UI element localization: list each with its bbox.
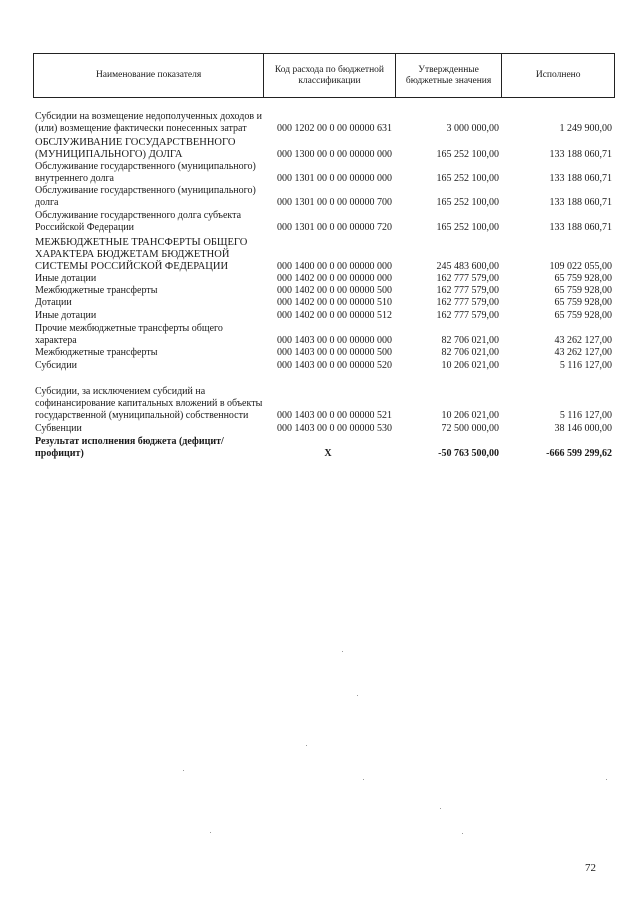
row-done: 65 759 928,00 <box>554 297 612 308</box>
row-plan: 165 252 100,00 <box>436 149 499 160</box>
scan-speck <box>342 651 343 652</box>
row-name: Дотации <box>35 297 72 308</box>
row-code: 000 1402 00 0 00 00000 512 <box>277 310 392 321</box>
table-row <box>33 359 615 372</box>
page-number: 72 <box>585 862 596 874</box>
table-row <box>33 135 615 161</box>
table-row <box>33 98 615 135</box>
row-code: 000 1403 00 0 00 00000 000 <box>277 335 392 346</box>
row-plan: 3 000 000,00 <box>446 123 499 134</box>
table-row <box>33 273 615 285</box>
row-name: Обслуживание государственного долга субъекта Российской Федерации <box>35 210 242 233</box>
row-plan: 10 206 021,00 <box>441 360 499 371</box>
row-plan: 82 706 021,00 <box>441 347 499 358</box>
row-code: 000 1301 00 0 00 00000 700 <box>277 197 392 208</box>
row-code: 000 1301 00 0 00 00000 720 <box>277 222 392 233</box>
row-done: 43 262 127,00 <box>554 335 612 346</box>
row-plan: 10 206 021,00 <box>441 410 499 421</box>
row-name: Межбюджетные трансферты <box>35 347 158 358</box>
scan-speck <box>306 745 307 746</box>
row-done: -666 599 299,62 <box>546 448 612 459</box>
row-done: 43 262 127,00 <box>554 347 612 358</box>
row-code: 000 1402 00 0 00 00000 500 <box>277 285 392 296</box>
row-code: 000 1403 00 0 00 00000 521 <box>277 410 392 421</box>
row-done: 1 249 900,00 <box>559 123 612 134</box>
scan-speck <box>440 808 441 809</box>
row-code: 000 1300 00 0 00 00000 000 <box>277 149 392 160</box>
header-name: Наименование показателя <box>34 54 264 97</box>
scan-speck <box>606 779 607 780</box>
row-plan: 165 252 100,00 <box>436 173 499 184</box>
table-row-result <box>33 435 615 460</box>
row-name: Иные дотации <box>35 310 97 321</box>
row-code: 000 1402 00 0 00 00000 510 <box>277 297 392 308</box>
header-done: Исполнено <box>535 70 581 80</box>
table-row <box>33 161 615 185</box>
row-plan: -50 763 500,00 <box>438 448 499 459</box>
row-done: 5 116 127,00 <box>559 360 612 371</box>
row-code: 000 1301 00 0 00 00000 000 <box>277 173 392 184</box>
row-name: Обслуживание государственного (муниципального) внутреннего долга <box>35 161 256 184</box>
header-plan: Утвержденные бюджетные значения <box>396 54 503 97</box>
row-done: 5 116 127,00 <box>559 410 612 421</box>
row-name: Прочие межбюджетные трансферты общего характера <box>35 323 223 346</box>
table-row <box>33 309 615 322</box>
row-done: 65 759 928,00 <box>554 273 612 284</box>
row-done: 38 146 000,00 <box>554 423 612 434</box>
row-done: 133 188 060,71 <box>549 149 612 160</box>
scan-speck <box>183 770 184 771</box>
table-header <box>33 53 615 98</box>
table-row <box>33 422 615 435</box>
table-row <box>33 285 615 297</box>
scan-speck <box>363 779 364 780</box>
row-plan: 72 500 000,00 <box>441 423 499 434</box>
row-code: X <box>324 448 332 459</box>
table-row <box>33 297 615 309</box>
row-name: Обслуживание государственного (муниципального) долга <box>35 185 256 208</box>
row-done: 65 759 928,00 <box>554 310 612 321</box>
table-body <box>33 98 615 460</box>
row-code: 000 1202 00 0 00 00000 631 <box>277 123 392 134</box>
row-code: 000 1403 00 0 00 00000 520 <box>277 360 392 371</box>
row-name: МЕЖБЮДЖЕТНЫЕ ТРАНСФЕРТЫ ОБЩЕГО ХАРАКТЕРА БЮДЖЕТАМ БЮДЖЕТНОЙ СИСТЕМЫ РОССИЙСКОЙ ФЕДЕРАЦИИ <box>35 237 248 272</box>
row-done: 133 188 060,71 <box>549 197 612 208</box>
row-name: ОБСЛУЖИВАНИЕ ГОСУДАРСТВЕННОГО (МУНИЦИПАЛЬНОГО) ДОЛГА <box>35 137 236 160</box>
row-plan: 82 706 021,00 <box>441 335 499 346</box>
row-name: Межбюджетные трансферты <box>35 285 158 296</box>
row-plan: 165 252 100,00 <box>436 197 499 208</box>
row-plan: 165 252 100,00 <box>436 222 499 233</box>
table-row <box>33 322 615 347</box>
row-name: Результат исполнения бюджета (дефицит/профицит) <box>35 436 224 459</box>
row-name: Субсидии на возмещение недополученных доходов и (или) возмещение фактически понесенных затрат <box>35 111 262 134</box>
table-row <box>33 185 615 209</box>
table-row <box>33 234 615 273</box>
table-row <box>33 209 615 234</box>
row-name: Субсидии <box>35 360 77 371</box>
row-done: 133 188 060,71 <box>549 222 612 233</box>
row-plan: 162 777 579,00 <box>436 310 499 321</box>
row-code: 000 1403 00 0 00 00000 530 <box>277 423 392 434</box>
scan-speck <box>210 832 211 833</box>
scan-speck <box>462 833 463 834</box>
row-name: Субсидии, за исключением субсидий на софинансирование капитальных вложений в объекты государственной (муниципальной) собственности <box>35 386 263 421</box>
row-name: Субвенции <box>35 423 82 434</box>
row-code: 000 1402 00 0 00 00000 000 <box>277 273 392 284</box>
row-plan: 162 777 579,00 <box>436 297 499 308</box>
row-done: 133 188 060,71 <box>549 173 612 184</box>
row-plan: 162 777 579,00 <box>436 273 499 284</box>
row-name: Иные дотации <box>35 273 97 284</box>
table-row <box>33 347 615 359</box>
row-plan: 245 483 600,00 <box>436 261 499 272</box>
row-code: 000 1403 00 0 00 00000 500 <box>277 347 392 358</box>
table-row <box>33 372 615 422</box>
row-code: 000 1400 00 0 00 00000 000 <box>277 261 392 272</box>
row-plan: 162 777 579,00 <box>436 285 499 296</box>
scan-speck <box>357 695 358 696</box>
row-done: 109 022 055,00 <box>549 261 612 272</box>
header-code: Код расхода по бюджетной классификации <box>264 54 396 97</box>
row-done: 65 759 928,00 <box>554 285 612 296</box>
